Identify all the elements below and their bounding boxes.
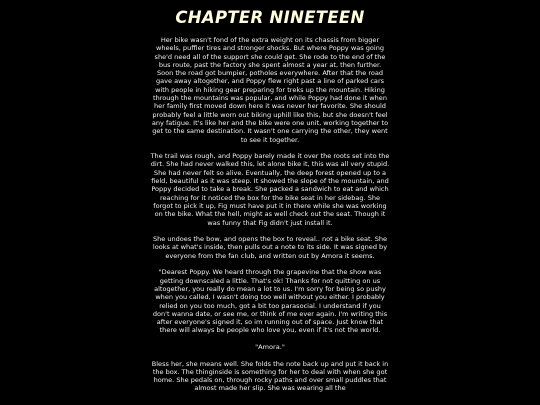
story-paragraph: The trail was rough, and Poppy barely made it over the roots set into the dirt. She had never walked this, let alone bike it, this was all very stupid. She had never felt so alive. Eventually, the deep forest opened up to a field, beautiful as it was steep. It showed the slope of the mountain, and Poppy decided to take a break. She packed a sandwich to eat and which reaching for it noticed the box for the bike seat in her sidebag. She forgot to pick it up, Fig must have put it in there while she was working on the bike. What the hell, might as well check out the seat. Though it was funny that Fig didn't just install it. <box>150 152 390 227</box>
story-paragraph: Her bike wasn't fond of the extra weight on its chassis from bigger wheels, puffier tires and stronger shocks. But where Poppy was going she'd need all of the support she could get. She rode to the end of the bus route, past the factory she spent almost a year at, then further. Soon the road got bumpier, potholes everywhere. After that the road gave away altogether, and Poppy flew right past a line of parked cars with people in hiking gear preparing for treks up the mountain. Hiking through the mountains was popular, and while Poppy had done it when her family first moved down here it was never her favorite. She should probably feel a little worn out biking uphill like this, but she doesn't feel any fatigue. It's like her and the bike were one unit, working together to get to the same destination. It wasn't one carrying the other, they went to see it together. <box>151 36 389 144</box>
story-paragraph: She undoes the bow, and opens the box to reveal.. not a bike seat. She looks at what's inside, then pulls out a note to its side. It was signed by everyone from the fan club, and written out by Amora it seems. <box>152 235 388 260</box>
chapter-title: CHAPTER NINETEEN <box>175 8 365 27</box>
story-paragraph: "Dearest Poppy. We heard through the grapevine that the show was getting downscaled a little. That's ok! Thanks for not quitting on us altogether, you really do mean a lot to us. I'm sorry for being so pushy when you called, I wasn't doing too well without you either. I probably relied on you too much, got a bit too parasocial. I understand if you don't wanna date, or see me, or think of me ever again. I'm writing this after everyone's signed it, so im running out of space. Just know that there will always be people who love you, even if it's not the world. <box>152 268 388 335</box>
story-text <box>150 36 390 401</box>
story-paragraph: Bless her, she means well. She folds the note back up and put it back in the box. The thinginside is something for her to deal with when she got home. She pedals on, through rocky paths and over small puddles that almost made her slip. She was wearing all the <box>151 359 389 393</box>
story-paragraph: "Amora." <box>255 342 285 351</box>
